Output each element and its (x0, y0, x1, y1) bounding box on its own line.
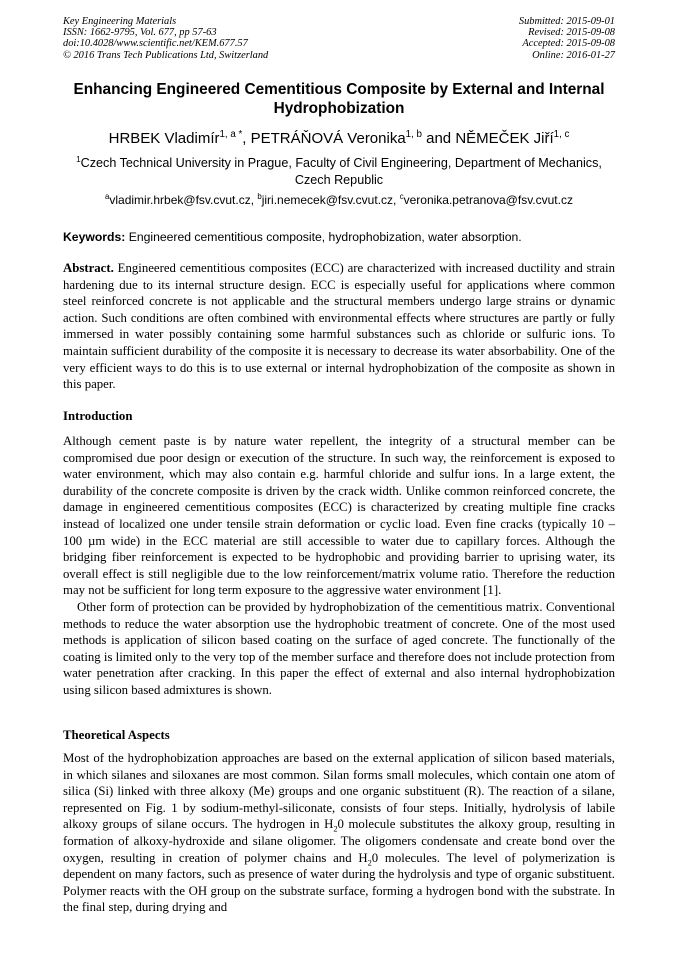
author-affiliation-mark: 1, c (553, 129, 570, 140)
introduction-heading: Introduction (63, 409, 133, 423)
affiliation (60, 155, 618, 189)
introduction-body (63, 433, 615, 699)
paper-title: Enhancing Engineered Cementitious Composite by External and Internal Hydrophobization (73, 81, 605, 117)
journal-header-right (519, 16, 615, 61)
author-list (20, 130, 658, 148)
abstract-text: Engineered cementitious composites (ECC) are characterized with increased ductility and strain hardening due to its internal structure design. ECC is especially useful for applications where common steel reinforced concrete is not applicable and the structural members undergo large strains or dynamic action. Such conditions are often combined with environmental effects where structures are partly or fully immersed in water possibly containing some harmful substances such as chloride or sulfuric ions. To maintain sufficient durability of the composite it is necessary to decrease its water absorbability. One of the very efficient ways to do this is to use external or internal hydrophobization of the composite as shown in this paper. (63, 261, 615, 392)
author-name: PETRÁŇOVÁ Veronika (250, 130, 406, 147)
email-mark: b (257, 192, 262, 201)
theoretical-body (63, 750, 615, 916)
subscript: 2 (333, 824, 338, 834)
author-affiliation-mark: 1, a * (219, 129, 243, 140)
abstract-label: Abstract. (63, 261, 114, 275)
theoretical-paragraph (63, 750, 615, 916)
email-mark: a (105, 192, 110, 201)
online-date: Online: 2016-01-27 (532, 49, 615, 61)
journal-name: Key Engineering Materials (63, 16, 177, 27)
keywords (63, 230, 615, 245)
author-name: NĚMEČEK Jiří (455, 130, 554, 147)
abstract (63, 260, 615, 393)
journal-header-left (63, 16, 268, 61)
subscript: 2 (367, 858, 372, 868)
revised-date: Revised: 2015-09-08 (528, 27, 615, 39)
author-name: HRBEK Vladimír (108, 130, 220, 147)
author-separator: and (421, 130, 456, 147)
theoretical-text: Most of the hydrophobization approaches are based on the external application of silicon based materials, in which silanes and siloxanes are most common. Silan forms small molecules, which contain one atom of silica (Si) linked with three alkoxy (Me) groups and one organic substituent (R). The reaction of a silane, represented on Fig. 1 by sodium-methyl-siliconate, consists of four steps. Initially, hydrolysis of labile alkoxy groups of silane occurs. The hydrogen in H (63, 751, 615, 832)
introduction-paragraph: Other form of protection can be provided by hydrophobization of the cementitious matrix. Conventional methods to reduce the water absorption use the hydrophobic treatment of concrete. One of the most used methods is application of silicon based coating on the surface of aged concrete. The functionally of the coating is limited only to the very top of the member surface and therefore does not include protection from water penetration after cracking. In this paper the effect of external and also internal hydrophobization using silicon based admixtures is shown. (63, 599, 615, 697)
introduction-paragraph: Although cement paste is by nature water repellent, the integrity of a structural member can be compromised due poor design or execution of the structure. In such way, the reinforcement is exposed to water environment, which may also contain e.g. harmful chloride and sulfur ions. In a large extent, the durability of the concrete composite is driven by the crack width. Unlike common reinforced concrete, the damage in engineered cementitious composites (ECC) is characterized by creating multiple fine cracks instead of localized one under tensile strain deformation or cyclic load. Even fine cracks (typically 10 – 100 µm wide) in the ECC material are still accessible to water due to capillary forces. Although the bridging fiber reinforcement is expected to be hydrophobic and providing barrier to uprising water, its overall effect is still negligible due to the low reinforcement/matrix volume ratio. Therefore the reduction may not be sufficient for long term exposure to the aggressive water environment [1]. (63, 434, 615, 598)
affiliation-mark: 1 (76, 154, 81, 164)
theoretical-text: 0 molecules. The level of polymerization is dependent on many factors, such as presence of water during the hydrolysis and type of organic substituent. Polymer reacts with the OH group on the substrate surface, forming a hydrogen bond with the substrate. In the final step, during drying and (63, 850, 615, 915)
email-list (20, 193, 658, 208)
doi: doi:10.4028/www.scientific.net/KEM.677.57 (63, 38, 248, 50)
issn: ISSN: 1662-9795, Vol. 677, pp 57-63 (63, 27, 217, 39)
email-address: vladimir.hrbek@fsv.cvut.cz, (109, 193, 258, 207)
affiliation-text: Czech Technical University in Prague, Faculty of Civil Engineering, Department of Mechanics, Czech Republic (80, 156, 602, 187)
theoretical-heading: Theoretical Aspects (63, 728, 170, 742)
keywords-text: Engineered cementitious composite, hydrophobization, water absorption. (125, 230, 522, 244)
copyright: © 2016 Trans Tech Publications Ltd, Switzerland (63, 49, 269, 61)
email-mark: c (399, 192, 404, 201)
email-address: veronika.petranova@fsv.cvut.cz (403, 193, 573, 207)
theoretical-text: 0 molecule substitutes the alkoxy group, resulting in formation of alkoxy-hydroxide and silane oligomer. The oligomers condensate and create bond over the oxygen, resulting in creation of polymer chains and H (63, 817, 615, 865)
email-address: jiri.nemecek@fsv.cvut.cz, (261, 193, 400, 207)
submitted-date: Submitted: 2015-09-01 (518, 16, 615, 27)
keywords-label: Keywords: (63, 230, 126, 244)
accepted-date: Accepted: 2015-09-08 (522, 38, 615, 50)
author-affiliation-mark: 1, b (405, 129, 422, 140)
author-separator: , (242, 130, 251, 147)
